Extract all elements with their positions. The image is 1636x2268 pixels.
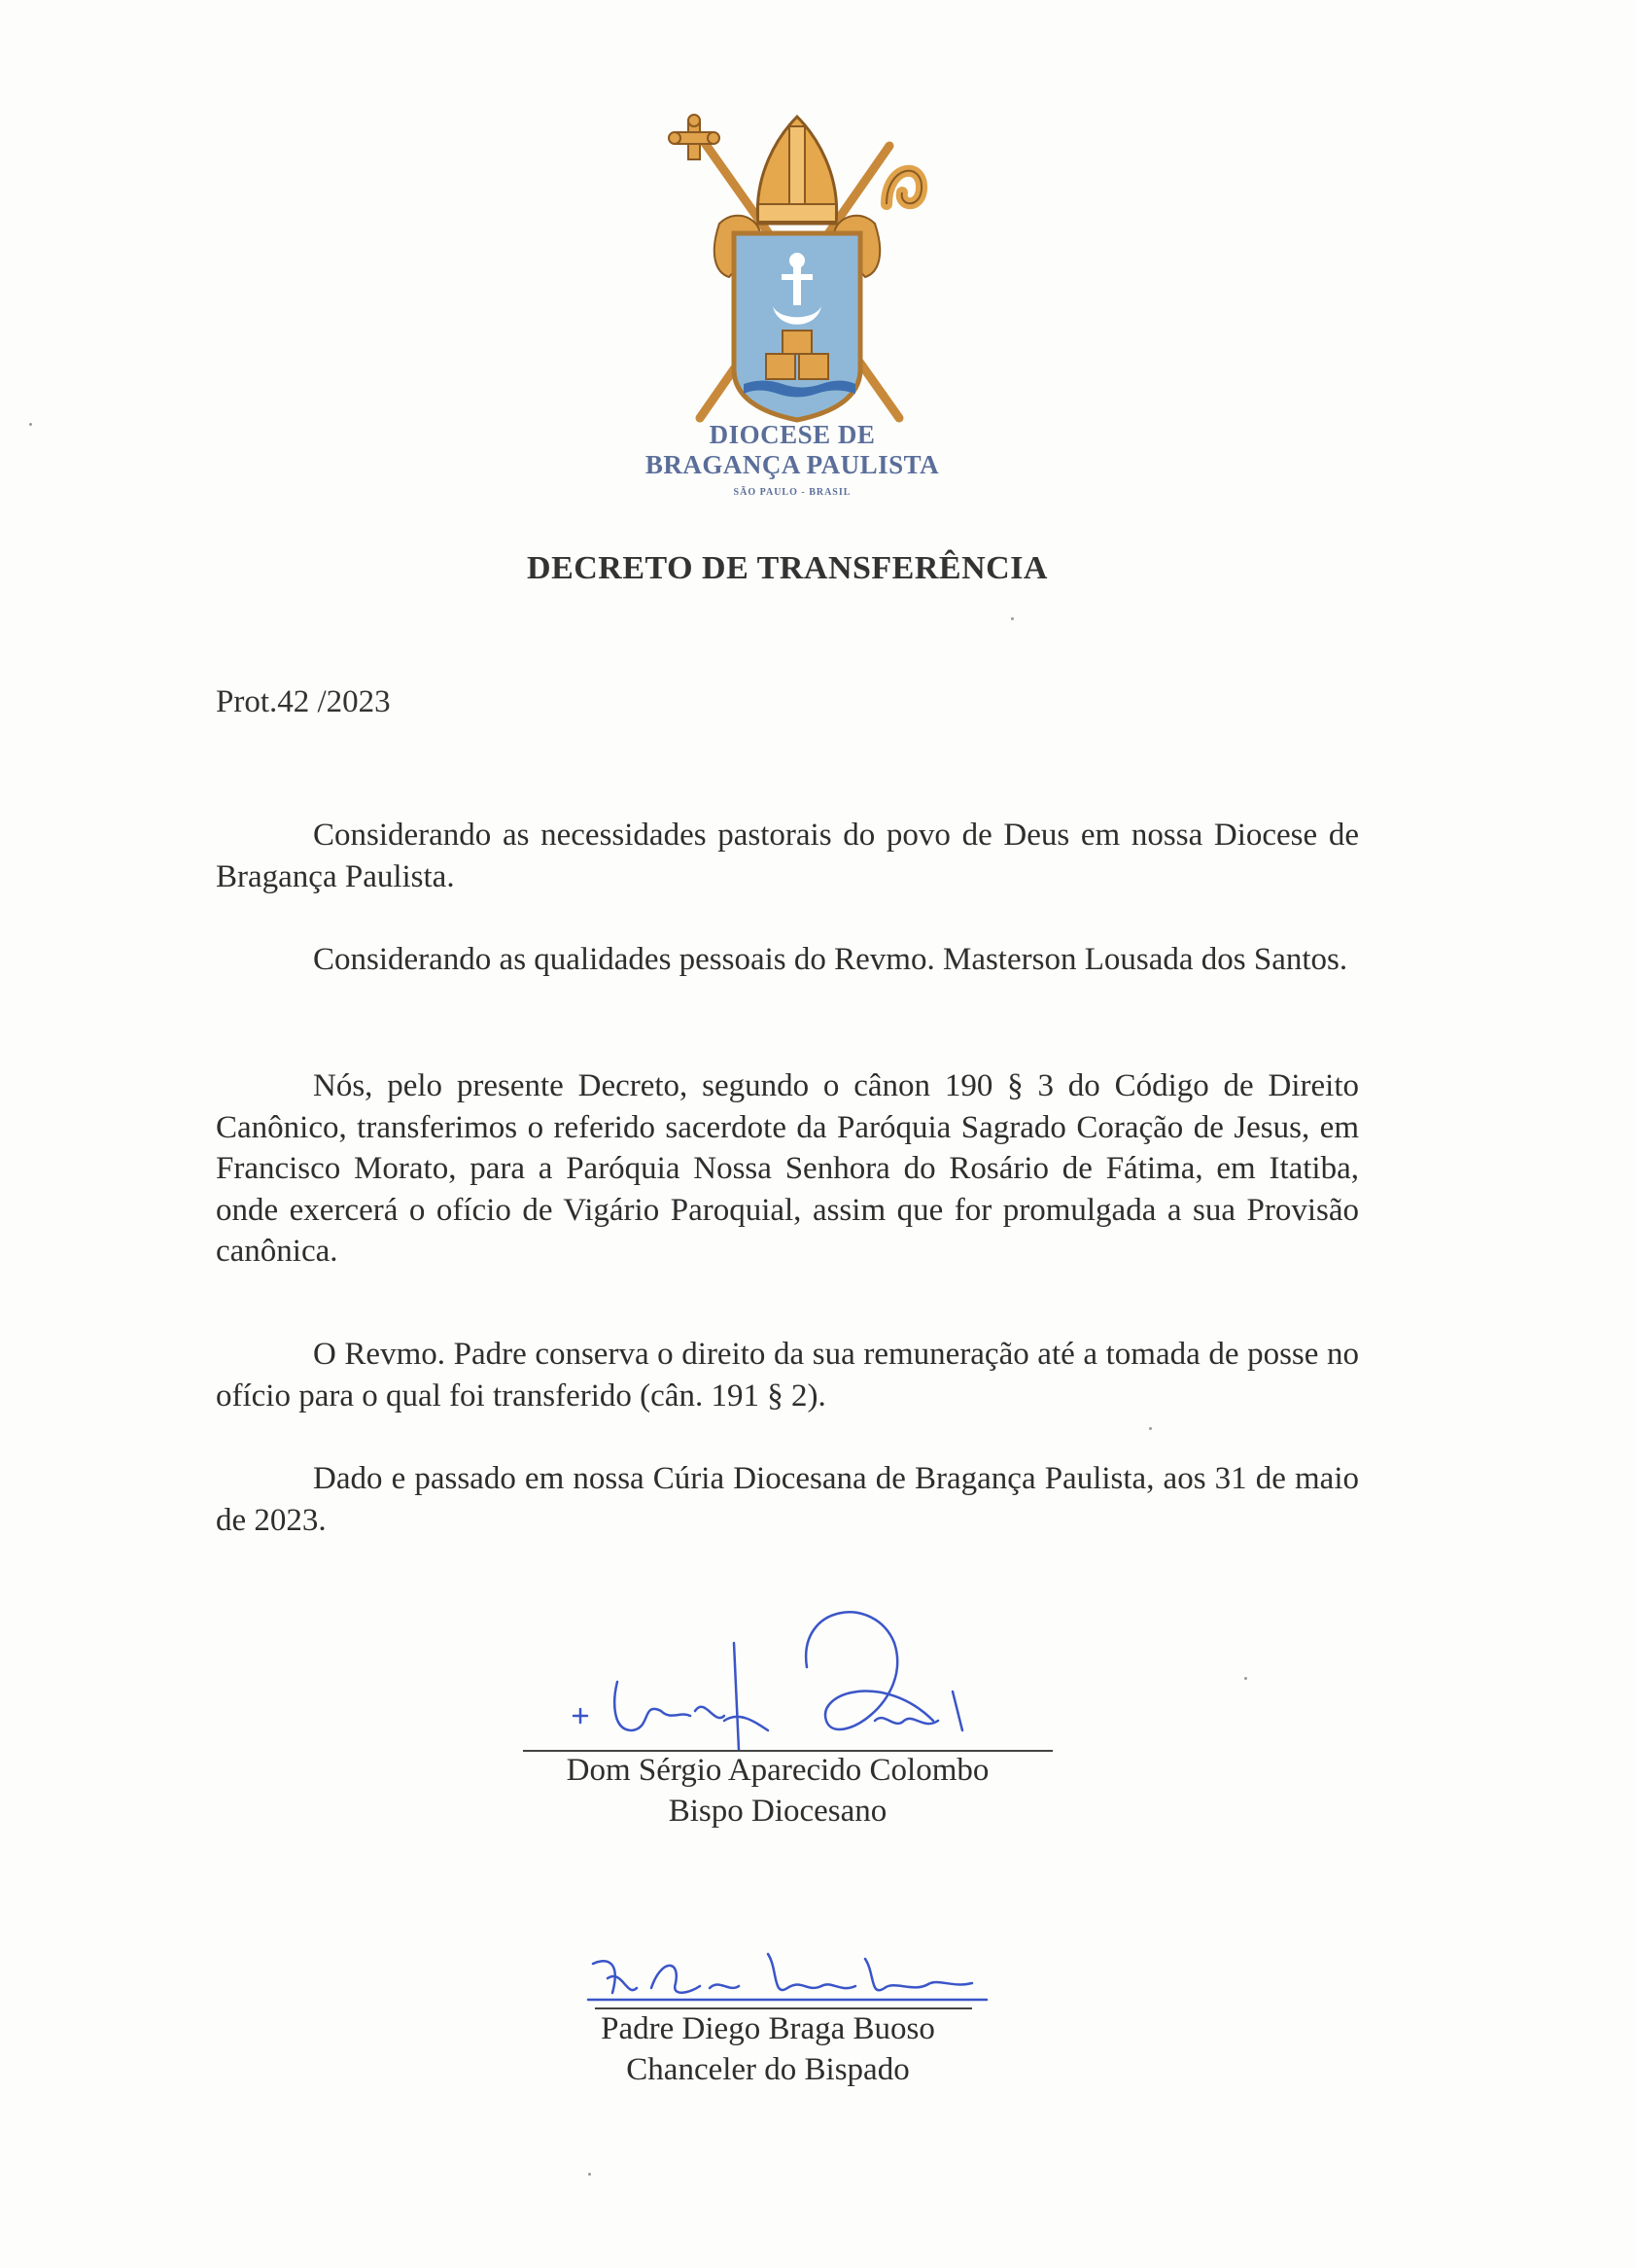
scan-speck	[1244, 1677, 1247, 1680]
paragraph-1: Considerando as necessidades pastorais do povo de Deus em nossa Diocese de Bragança Paulista.	[216, 818, 1359, 894]
document-title: DECRETO DE TRANSFERÊNCIA	[527, 550, 1048, 586]
chancellor-signature-block	[544, 2008, 992, 2090]
chancellor-name: Padre Diego Braga Buoso	[601, 2011, 935, 2046]
scan-speck	[1011, 617, 1014, 620]
chancellor-handwritten-signature	[583, 1939, 992, 2017]
diocese-location: SÃO PAULO - BRASIL	[733, 487, 852, 498]
bishop-name: Dom Sérgio Aparecido Colombo	[566, 1753, 990, 1788]
paragraph-2: Considerando as qualidades pessoais do Revmo. Masterson Lousada dos Santos.	[313, 942, 1348, 977]
scan-speck	[29, 423, 32, 426]
scan-speck	[1149, 1427, 1152, 1430]
diocese-name-line1: DIOCESE DE	[709, 420, 876, 449]
paragraph-5: Dado e passado em nossa Cúria Diocesana de Bragança Paulista, aos 31 de maio de 2023.	[216, 1461, 1359, 1538]
diocese-name-line2: BRAGANÇA PAULISTA	[644, 450, 940, 479]
bishop-title: Bispo Diocesano	[668, 1794, 888, 1829]
scan-speck	[588, 2173, 591, 2176]
bishop-signature-block	[505, 1750, 1050, 1832]
paragraph-4: O Revmo. Padre conserva o direito da sua remuneração até a tomada de posse no ofício para o qual foi transferido (cân. 191 § 2).	[216, 1337, 1359, 1413]
chancellor-title: Chanceler do Bispado	[626, 2052, 910, 2087]
protocol-number: Prot.42 /2023	[216, 684, 391, 719]
diocese-coat-of-arms-icon	[661, 107, 933, 428]
paragraph-3: Nós, pelo presente Decreto, segundo o cânon 190 § 3 do Código de Direito Canônico, transferimos o referido sacerdote da Paróquia Sagrado Coração de Jesus, em Francisco Morato, para a Paróquia Nossa Senhora do Rosário de Fátima, em Itatiba, onde exercerá o ofício de Vigário Paroquial, assim que for promulgada a sua Provisão canônica.	[216, 1068, 1359, 1269]
